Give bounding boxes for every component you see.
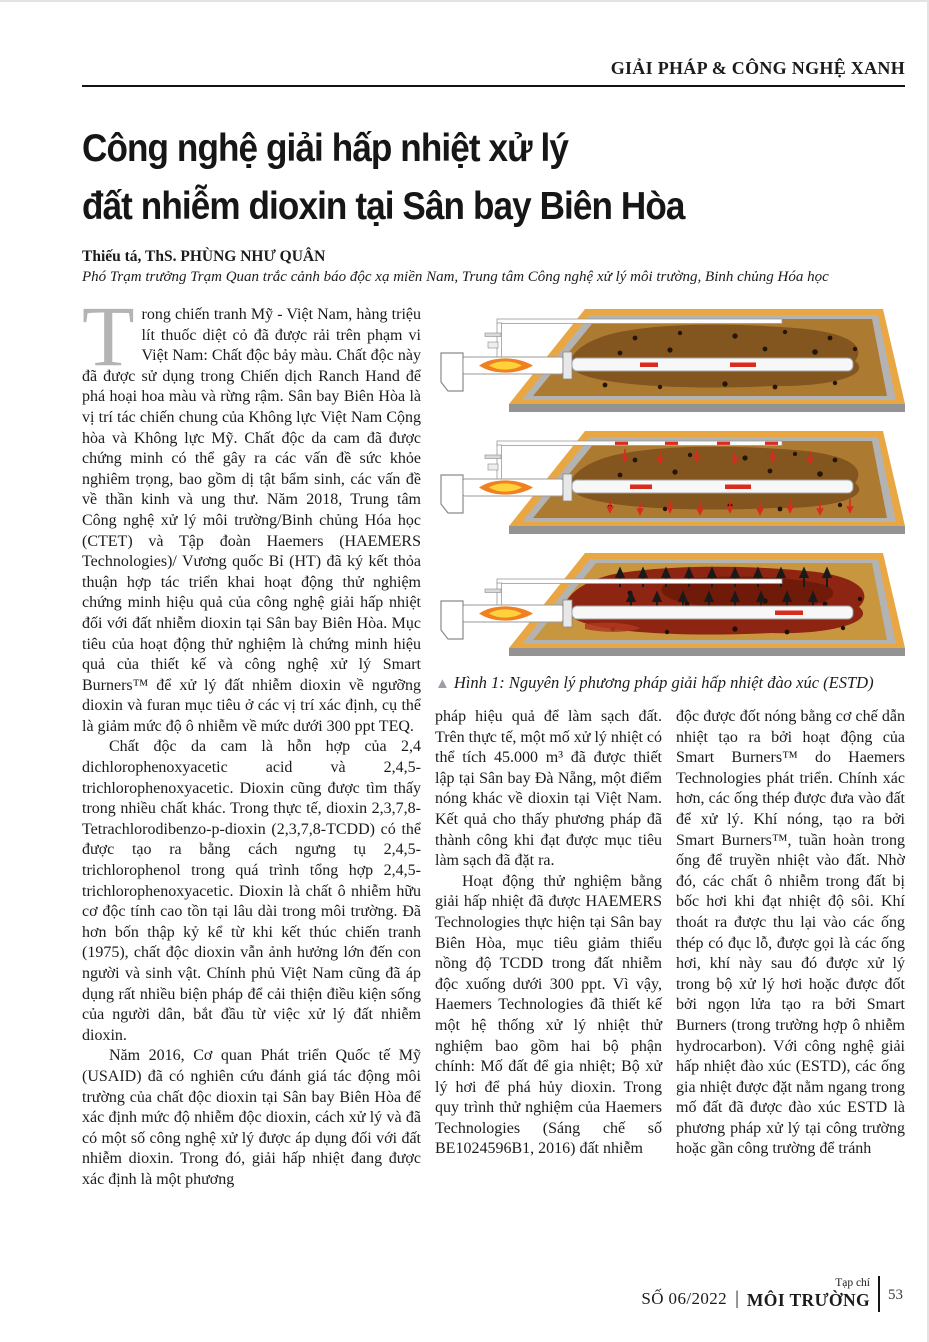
footer-vertical-rule xyxy=(878,1276,880,1312)
article-body xyxy=(82,288,905,1191)
body-paragraph xyxy=(82,288,421,737)
body-paragraph: Năm 2016, Cơ quan Phát triển Quốc tế Mỹ (USAID) đã có nghiên cứu đánh giá tác động môi trường của chất độc dioxin tại Sân bay Biên Hòa để xác định mức độ nhiễm độc dioxin, cách xử lý và đã có một số công nghệ xử lý được áp dụng đối với đất nhiễm dioxin. Trong đó, giải hấp nhiệt đang được xác định là một phương xyxy=(82,1047,421,1188)
estd-diagram-stage-3 xyxy=(435,549,905,666)
figure-estd xyxy=(435,305,905,695)
article-title-line2: đất nhiễm dioxin tại Sân bay Biên Hòa xyxy=(82,185,685,228)
body-paragraph: độc được đốt nóng bằng cơ chế dẫn nhiệt tạo ra bởi hoạt động của Smart Burners™ do Haemers Technologies phát triển. Chính xác hơn, các ống thép được đưa vào đất để xử lý. Khí nóng, tạo ra bởi Smart Burners™, tuần hoàn trong ống để truyền nhiệt vào đất. Nhờ đó, các chất ô nhiễm trong đất bị bốc hơi khi đạt nhiệt độ sôi. Khí thoát ra được thu lại vào các ống thép có đục lỗ, được gọi là các ống hơi, khí này sau đó được xử lý trong bộ xử lý hơi hoặc được đốt bởi ngọn lửa tạo ra bởi Smart Burners (trong trường hợp ô nhiễm hydrocarbon). Với công nghệ giải hấp nhiệt đào xúc (ESTD), các ống gia nhiệt được đặt nằm ngang trong mố đất đã được đào xúc ESTD là phương pháp xử lý tại công trường hoặc gần công trường để tránh xyxy=(676,708,905,1158)
section-header: GIẢI PHÁP & CÔNG NGHỆ XANH xyxy=(610,58,905,78)
article-title-line1: Công nghệ giải hấp nhiệt xử lý xyxy=(82,127,568,170)
drop-cap: T xyxy=(82,288,135,384)
figure-caption-text: Hình 1: Nguyên lý phương pháp giải hấp nhiệt đào xúc (ESTD) xyxy=(453,673,874,692)
lower-columns xyxy=(435,707,905,1160)
body-paragraph: Chất độc da cam là hỗn hợp của 2,4 dichlorophenoxyacetic acid và 2,4,5-trichlorophenoxyacetic. Dioxin cũng được tìm thấy trong nhiều chất khác. Trong thực tế, dioxin 2,3,7,8-Tetrachlorodibenzo-p-dioxin (2,3,7,8-TCDD) có thể được tạo ra bằng cách ngưng tụ 2,4,5-trichlorophenol trong quá trình tổng hợp 2,4,5-trichlorophenoxyacetic. Dioxin là chất ô nhiễm hữu cơ độc tính cao tồn tại lâu dài trong môi trường. Đã hơn bốn thập kỷ kể từ khi kết thúc chiến tranh (1975), chất độc dioxin vẫn ảnh hưởng lớn đến con người và sinh vật. Chính phủ Việt Nam cũng đã áp dụng rất nhiều biện pháp để cải thiện điều kiện sống của người dân, bắt đầu từ việc xử lý đất nhiễm dioxin. xyxy=(82,738,421,1044)
caption-triangle-icon: ▲ xyxy=(435,676,450,692)
body-paragraph: Hoạt động thử nghiệm bằng giải hấp nhiệt đã được HAEMERS Technologies thực hiện tại Sân bay Biên Hòa, mục tiêu giảm thiểu nồng độ TCDD trong đất nhiễm độc xuống dưới 300 ppt. Vì vậy, Haemers Technologies đã thiết kế một hệ thống xử lý nhiệt thử nghiệm bao gồm hai bộ phận chính: Mố đất để gia nhiệt; Bộ xử lý hơi để phá hủy dioxin. Trong quy trình thử nghiệm của Haemers Technologies (Sáng chế số BE1024596B1, 2016) đất nhiễm xyxy=(435,872,662,1158)
page-number: 53 xyxy=(888,1287,903,1303)
body-paragraph: pháp hiệu quả để làm sạch đất. Trên thực tế, một mố xử lý nhiệt có thể tích 45.000 m³ đã được thiết lập tại Sân bay Đà Nẵng, một điểm nóng khác về dioxin tại Việt Nam. Kết quả cho thấy phương pháp đã thành công khi đạt được mục tiêu làm sạch đã đặt ra. xyxy=(435,708,662,870)
left-column xyxy=(82,288,421,1191)
magazine-label-small: Tạp chí xyxy=(835,1277,870,1289)
middle-column xyxy=(435,707,662,1160)
page-footer xyxy=(641,1276,903,1312)
right-column xyxy=(676,707,905,1160)
footer-separator: | xyxy=(735,1288,739,1309)
page-content xyxy=(82,2,905,1191)
magazine-name: MÔI TRƯỜNG xyxy=(746,1289,870,1310)
paragraph-text: rong chiến tranh Mỹ - Việt Nam, hàng triệu lít thuốc diệt cỏ đã được rải trên phạm vi Việt Nam: Chất độc bảy màu. Chất độc này đã được sử dụng trong Chiến dịch Ranch Hand để phá hoại hoa màu và rừng rậm. Sân bay Biên Hòa là vị trí tác chiến chung của Không lực Việt Nam Cộng hòa và Không lực Mỹ. Chất độc da cam đã được chứng minh có thể gây ra các vấn đề sức khỏe nghiêm trọng, bao gồm dị tật bẩm sinh, các vấn đề về thần kinh và ung thư. Năm 2018, Trung tâm Công nghệ xử lý môi trường/Binh chủng Hóa học (CTET) và Tập đoàn Haemers (HAEMERS Technologies)/ Vương quốc Bỉ (HT) đã ký kết thỏa thuận hợp tác triển khai hoạt động thử nghiệm chứng minh hiệu quả của công nghệ giải hấp nhiệt đối với đất nhiễm dioxin tại Sân bay Biên Hòa. Mục tiêu của hoạt động thử nghiệm là chứng minh hiệu quả của thiết kế và công nghệ xử lý Smart Burners™ để xử lý đất nhiễm dioxin về ngưỡng dioxin và furan mục tiêu ở các vị trí xác định, cụ thể là giảm mức độ ô nhiễm về mức dưới 300 ppt TEQ. xyxy=(82,306,421,735)
figure-caption xyxy=(435,672,905,695)
issue-number: SỐ 06/2022 xyxy=(641,1289,728,1308)
author-affiliation: Phó Trạm trưởng Trạm Quan trắc cảnh báo độc xạ miền Nam, Trung tâm Công nghệ xử lý môi trường, Binh chủng Hóa học xyxy=(82,269,829,285)
header-rule xyxy=(82,85,905,87)
article-title xyxy=(82,120,905,236)
estd-diagram-stage-1 xyxy=(435,305,905,422)
author-byline: Thiếu tá, ThS. PHÙNG NHƯ QUÂN xyxy=(82,248,326,265)
estd-diagram-stage-2 xyxy=(435,427,905,544)
right-area xyxy=(435,305,905,1160)
magazine-logotype xyxy=(747,1278,870,1312)
